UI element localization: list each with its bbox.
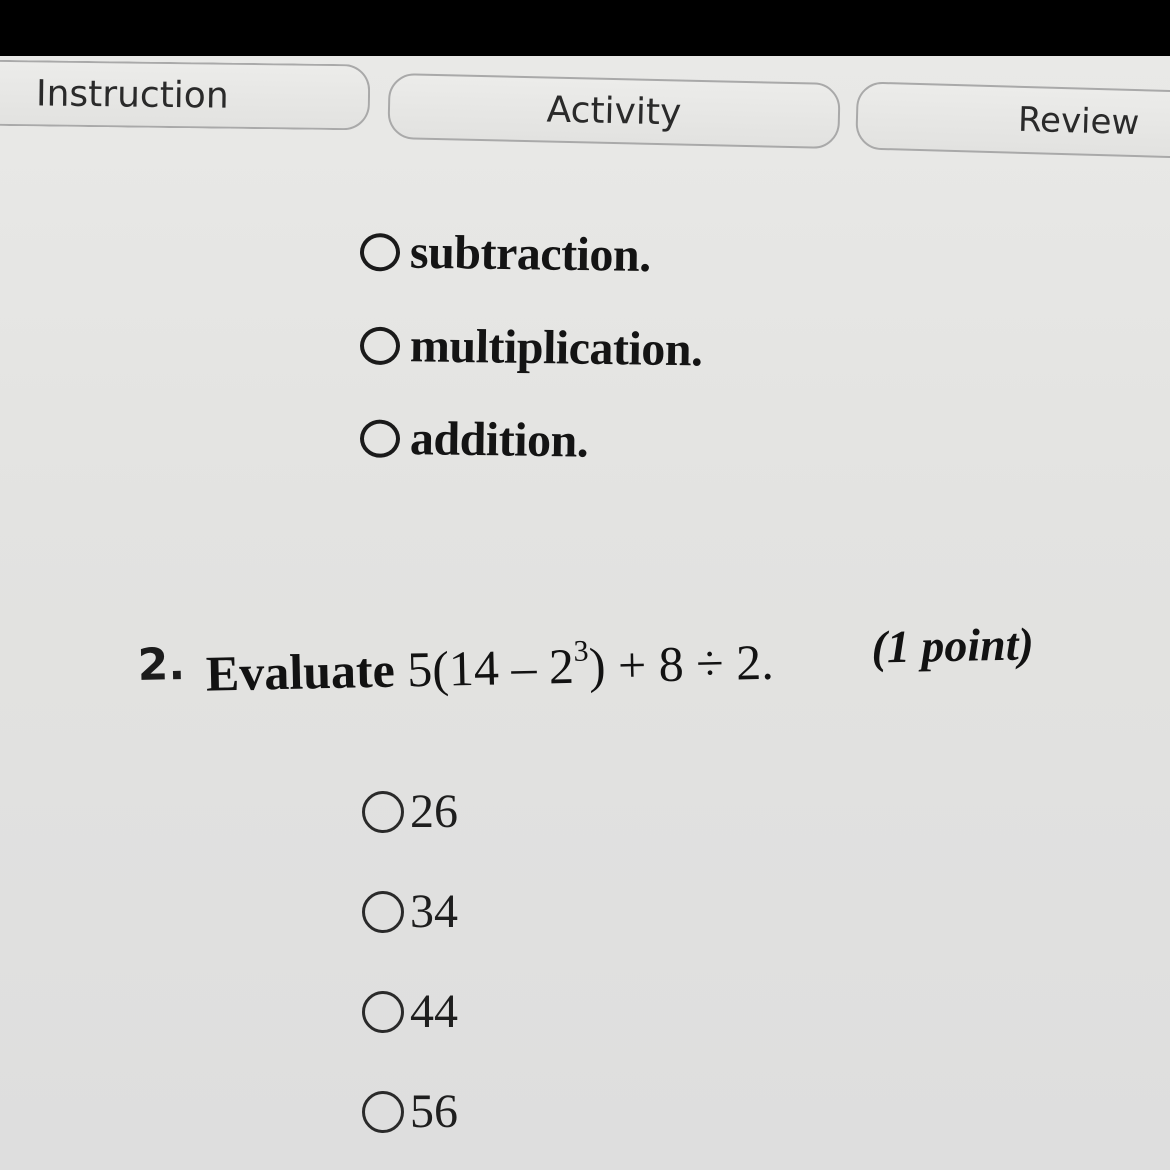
radio-button[interactable] (360, 419, 401, 458)
expression-suffix: ) + 8 ÷ 2. (588, 633, 775, 694)
tab-review-label: Review (1017, 99, 1140, 144)
radio-button[interactable] (362, 791, 404, 833)
radio-button[interactable] (362, 991, 404, 1033)
question-text (205, 633, 774, 703)
tab-activity-label: Activity (546, 88, 682, 134)
expression-prefix: 5(14 – 2 (394, 637, 575, 698)
q2-option-26[interactable] (362, 784, 458, 839)
radio-button[interactable] (360, 232, 401, 271)
q1-option-subtraction[interactable] (360, 224, 651, 283)
question-2 (137, 619, 1118, 720)
option-label: 44 (410, 985, 458, 1038)
tab-activity[interactable] (387, 73, 840, 149)
q2-option-44[interactable] (362, 984, 458, 1039)
q1-option-multiplication[interactable] (360, 318, 703, 378)
option-label: 56 (410, 1085, 458, 1138)
option-label: subtraction. (409, 225, 652, 283)
q2-option-34[interactable] (362, 884, 458, 939)
question-points: (1 point) (870, 618, 1035, 673)
tab-review[interactable] (855, 81, 1170, 158)
radio-button[interactable] (362, 1091, 404, 1133)
radio-button[interactable] (360, 326, 401, 365)
expression-exponent: 3 (573, 634, 589, 669)
question-verb: Evaluate (205, 641, 396, 702)
option-label: addition. (409, 412, 589, 468)
tab-instruction[interactable] (0, 60, 370, 131)
option-label: 34 (410, 885, 458, 938)
q1-option-addition[interactable] (360, 410, 589, 468)
tab-instruction-label: Instruction (35, 72, 229, 117)
option-label: 26 (410, 785, 458, 838)
question-number: 2. (137, 639, 186, 691)
q2-option-56[interactable] (362, 1084, 458, 1139)
radio-button[interactable] (362, 891, 404, 933)
screen (0, 56, 1170, 1170)
option-label: multiplication. (409, 319, 703, 377)
